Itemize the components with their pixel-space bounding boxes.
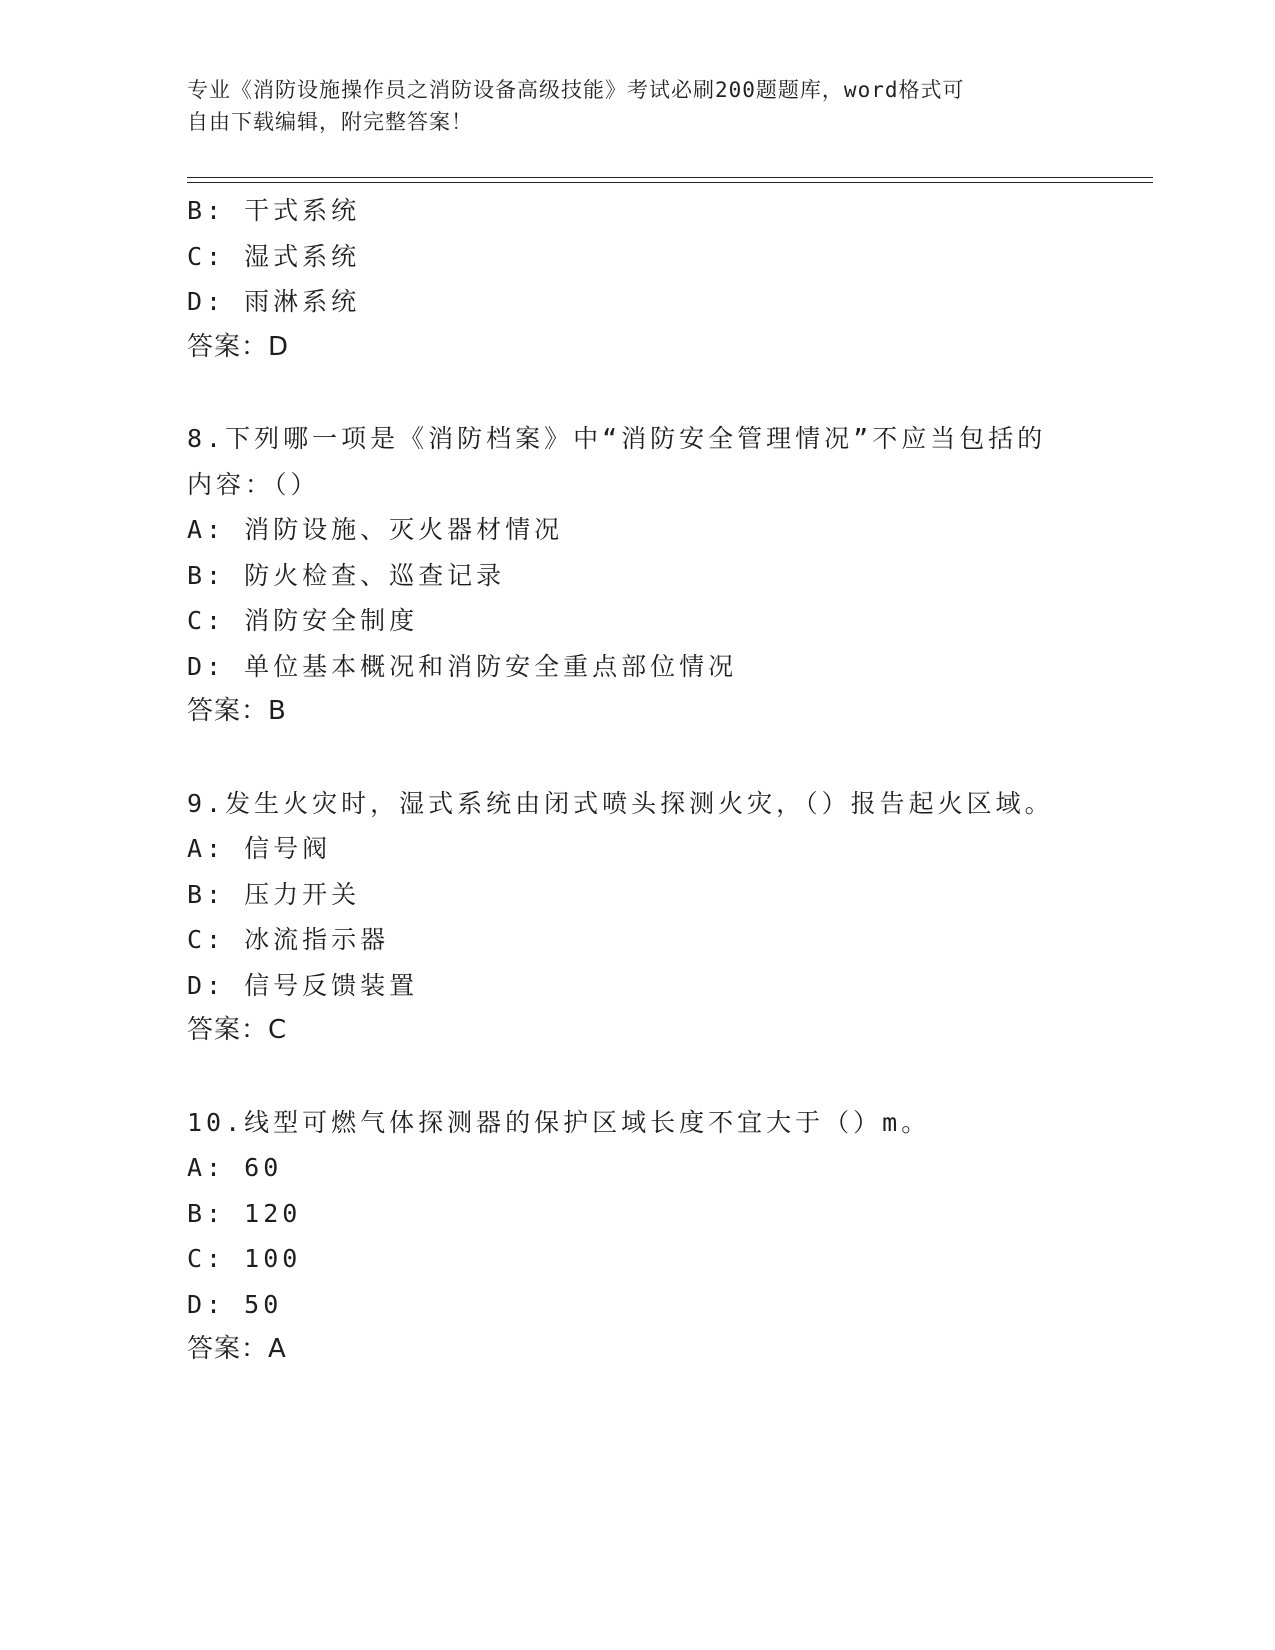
header-divider-top: [187, 177, 1153, 178]
question-content: [187, 188, 1147, 1373]
header-divider-bottom: [187, 182, 1153, 183]
question-8: [187, 416, 1147, 735]
q8-text-line-1: 8.下列哪一项是《消防档案》中“消防安全管理情况”不应当包括的: [187, 424, 1047, 453]
q10-option-b: B: 120: [187, 1198, 302, 1228]
spacer: [187, 370, 1147, 416]
q8-option-b: B: 防火检查、巡查记录: [187, 560, 506, 590]
q9-text: 9.发生火灾时，湿式系统由闭式喷头探测火灾，（）报告起火区域。: [187, 788, 1054, 818]
q8-option-a: A: 消防设施、灭火器材情况: [187, 515, 564, 544]
q8-option-c: C: 消防安全制度: [187, 606, 419, 635]
q9-answer: 答案：C: [187, 1015, 288, 1045]
header-line-2: 自由下载编辑，附完整答案！: [187, 110, 473, 134]
document-header: [187, 74, 1087, 138]
spacer: [187, 1054, 1147, 1100]
q10-option-d: D: 50: [187, 1289, 283, 1319]
q9-option-c: C: 冰流指示器: [187, 925, 390, 954]
q7-option-c: C: 湿式系统: [187, 241, 361, 271]
q8-option-d: D: 单位基本概况和消防安全重点部位情况: [187, 651, 738, 681]
q8-text-line-2: 内容：（）: [187, 469, 320, 499]
q7-answer: 答案：D: [187, 331, 290, 362]
question-7-tail: [187, 188, 1147, 370]
header-line-1: 专业《消防设施操作员之消防设备高级技能》考试必刷200题题库，word格式可: [187, 78, 965, 102]
q10-option-c: C: 100: [187, 1244, 302, 1273]
q7-option-b: B: 干式系统: [187, 196, 361, 225]
q9-option-a: A: 信号阀: [187, 834, 332, 863]
q9-option-d: D: 信号反馈装置: [187, 970, 419, 1000]
q10-answer: 答案：A: [187, 1334, 287, 1364]
q8-answer: 答案：B: [187, 696, 287, 726]
question-10: [187, 1100, 1147, 1373]
spacer: [187, 735, 1147, 781]
q7-option-d: D: 雨淋系统: [187, 287, 361, 316]
q10-text: 10.线型可燃气体探测器的保护区域长度不宜大于（）m。: [187, 1107, 931, 1137]
question-9: [187, 781, 1147, 1054]
q9-option-b: B: 压力开关: [187, 879, 361, 909]
q10-option-a: A: 60: [187, 1153, 283, 1182]
